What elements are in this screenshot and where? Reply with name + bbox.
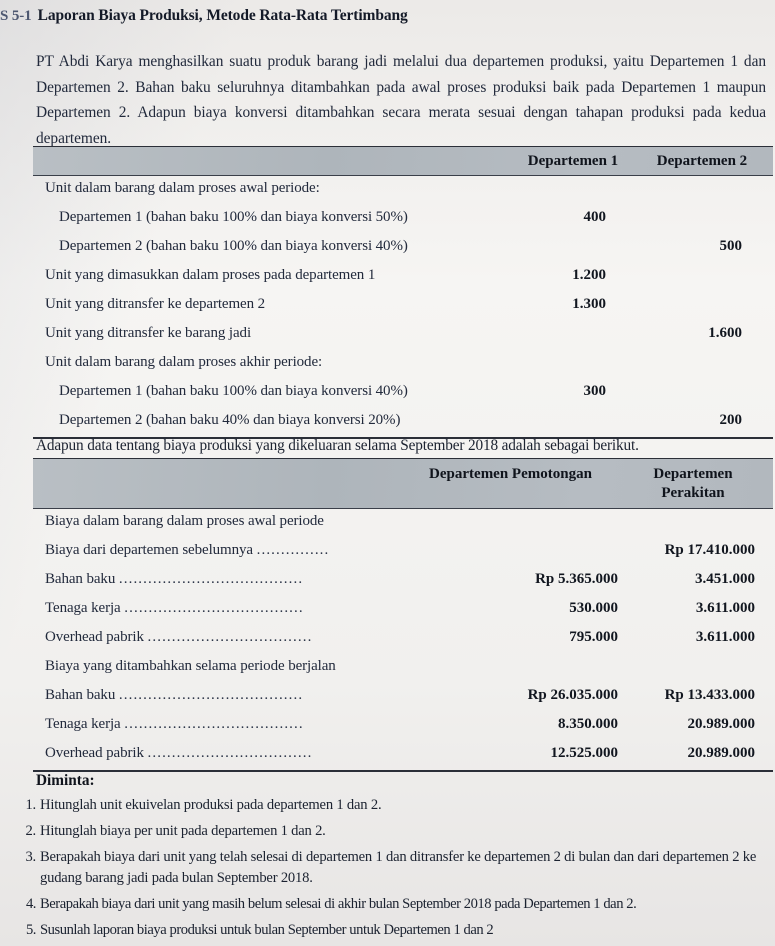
cell-dep1: 1.300 (572, 296, 606, 312)
cell-perakitan: 3.611.000 (695, 629, 755, 645)
cell-perakitan: Rp 17.410.000 (664, 542, 755, 558)
list-item-number: 3. (25, 849, 36, 865)
dot-leader: ..................................... (124, 600, 304, 616)
cell-perakitan: 3.611.000 (695, 600, 755, 616)
row-label: Bahan baku ...................................... (45, 687, 304, 703)
cell-pemotongan: 12.525.000 (550, 745, 618, 761)
list-item-text: Susunlah laporan biaya produksi untuk bulan September untuk Departemen 1 dan 2 (40, 922, 494, 938)
row-label: Unit yang dimasukkan dalam proses pada departemen 1 (45, 267, 376, 283)
list-item-text: Berapakah biaya dari unit yang masih belum selesai di akhir bulan September 2018 pada Departemen 1 dan 2. (40, 896, 637, 912)
requirements-heading: Diminta: (36, 772, 95, 789)
cell-pemotongan: 795.000 (569, 629, 618, 645)
row-label: Departemen 1 (bahan baku 100% dan biaya konversi 40%) (59, 383, 408, 399)
table-row (33, 654, 773, 683)
row-label: Biaya dari departemen sebelumnya ............... (45, 542, 330, 558)
dot-leader: .................................. (147, 629, 313, 645)
units-table (33, 146, 773, 439)
dot-leader: ..................................... (124, 716, 304, 732)
costs-header-perakitan-line1: Departemen (653, 466, 733, 482)
table-row (33, 263, 773, 292)
costs-table-header-perakitan (623, 465, 763, 503)
table-row (33, 292, 773, 321)
list-item-number: 4. (25, 896, 36, 912)
costs-table-header-pemotongan: Departemen Pemotongan (429, 466, 592, 482)
row-label: Tenaga kerja ..................................... (45, 600, 304, 616)
cell-perakitan: Rp 13.433.000 (664, 687, 755, 703)
table-row (33, 509, 773, 538)
table-row (33, 350, 773, 379)
list-item-text: Hitunglah unit ekuivelan produksi pada departemen 1 dan 2. (40, 797, 382, 813)
requirements-list (20, 795, 772, 946)
units-table-header-dep2: Departemen 2 (656, 153, 748, 169)
list-item (20, 894, 772, 915)
row-label: Overhead pabrik .................................. (45, 629, 313, 645)
costs-table-header (33, 459, 773, 509)
table-row (33, 712, 773, 741)
cell-perakitan: 3.451.000 (695, 571, 755, 587)
cell-dep2: 500 (719, 238, 742, 254)
costs-header-perakitan-line2: Perakitan (661, 485, 725, 501)
dot-leader: .................................. (147, 745, 313, 761)
table-row (33, 741, 773, 770)
table-row (33, 683, 773, 712)
exercise-number: S 5-1 (0, 8, 32, 24)
row-label: Unit dalam barang dalam proses awal periode: (45, 180, 320, 196)
dot-leader: ...................................... (118, 571, 304, 587)
cell-pemotongan: Rp 5.365.000 (535, 571, 618, 587)
table-row (33, 538, 773, 567)
row-label: Departemen 2 (bahan baku 40% dan biaya konversi 20%) (59, 412, 401, 428)
list-item-text: Berapakah biaya dari unit yang telah selesai di departemen 1 dan ditransfer ke departemen 2 di bulan dan dari departemen 2 ke gudang barang jadi pada bulan September 2018. (40, 849, 757, 886)
row-label: Tenaga kerja ..................................... (45, 716, 304, 732)
dot-leader: ............... (256, 542, 330, 558)
list-item (20, 920, 772, 941)
dot-leader: ...................................... (118, 687, 304, 703)
cell-perakitan: 20.989.000 (687, 716, 755, 732)
list-item-number: 2. (25, 823, 36, 839)
table-row (33, 234, 773, 263)
units-table-header (33, 147, 773, 176)
row-label: Departemen 2 (bahan baku 100% dan biaya konversi 40%) (59, 238, 408, 254)
exercise-heading (0, 7, 760, 25)
list-item (20, 847, 772, 889)
list-item (20, 821, 772, 842)
exercise-title: Laporan Biaya Produksi, Metode Rata-Rata Tertimbang (37, 7, 408, 24)
table-row (33, 625, 773, 654)
row-label: Biaya dalam barang dalam proses awal periode (45, 513, 324, 529)
units-table-body (33, 176, 773, 437)
cell-dep1: 400 (583, 209, 606, 225)
row-label: Biaya yang ditambahkan selama periode berjalan (45, 658, 336, 674)
list-item-text: Hitunglah biaya per unit pada departemen 1 dan 2. (40, 823, 326, 839)
table-row (33, 321, 773, 350)
row-label: Unit yang ditransfer ke departemen 2 (45, 296, 266, 312)
table-row (33, 379, 773, 408)
list-item-number: 1. (25, 797, 36, 813)
cell-pemotongan: 530.000 (569, 600, 618, 616)
table-row (33, 567, 773, 596)
intro-paragraph: PT Abdi Karya menghasilkan suatu produk barang jadi melalui dua departemen produksi, yaitu Departemen 1 dan Departemen 2. Bahan baku seluruhnya ditambahkan pada awal proses produksi baik pada Departemen 1 maupun Departemen 2. Adapun biaya konversi ditambahkan secara merata sesuai dengan tahapan produksi pada kedua departemen. (36, 53, 766, 147)
list-item (20, 795, 772, 816)
mid-sentence: Adapun data tentang biaya produksi yang dikeluaran selama September 2018 adalah sebagai berikut. (36, 437, 639, 455)
row-label: Overhead pabrik .................................. (45, 745, 313, 761)
row-label: Bahan baku ...................................... (45, 571, 304, 587)
cell-dep1: 1.200 (572, 267, 606, 283)
row-label: Unit dalam barang dalam proses akhir periode: (45, 354, 323, 370)
list-item-number: 5. (25, 922, 36, 938)
cell-perakitan: 20.989.000 (687, 745, 755, 761)
table-row (33, 176, 773, 205)
cell-pemotongan: 8.350.000 (558, 716, 618, 732)
cell-dep2: 200 (719, 412, 742, 428)
row-label: Unit yang ditransfer ke barang jadi (45, 325, 252, 341)
costs-table (33, 458, 773, 772)
cell-dep2: 1.600 (708, 325, 742, 341)
units-table-header-dep1: Departemen 1 (527, 153, 619, 169)
table-row (33, 205, 773, 234)
cell-pemotongan: Rp 26.035.000 (527, 687, 618, 703)
table-row (33, 596, 773, 625)
costs-table-body (33, 509, 773, 770)
table-row (33, 408, 773, 437)
cell-dep1: 300 (583, 383, 606, 399)
row-label: Departemen 1 (bahan baku 100% dan biaya konversi 50%) (59, 209, 408, 225)
